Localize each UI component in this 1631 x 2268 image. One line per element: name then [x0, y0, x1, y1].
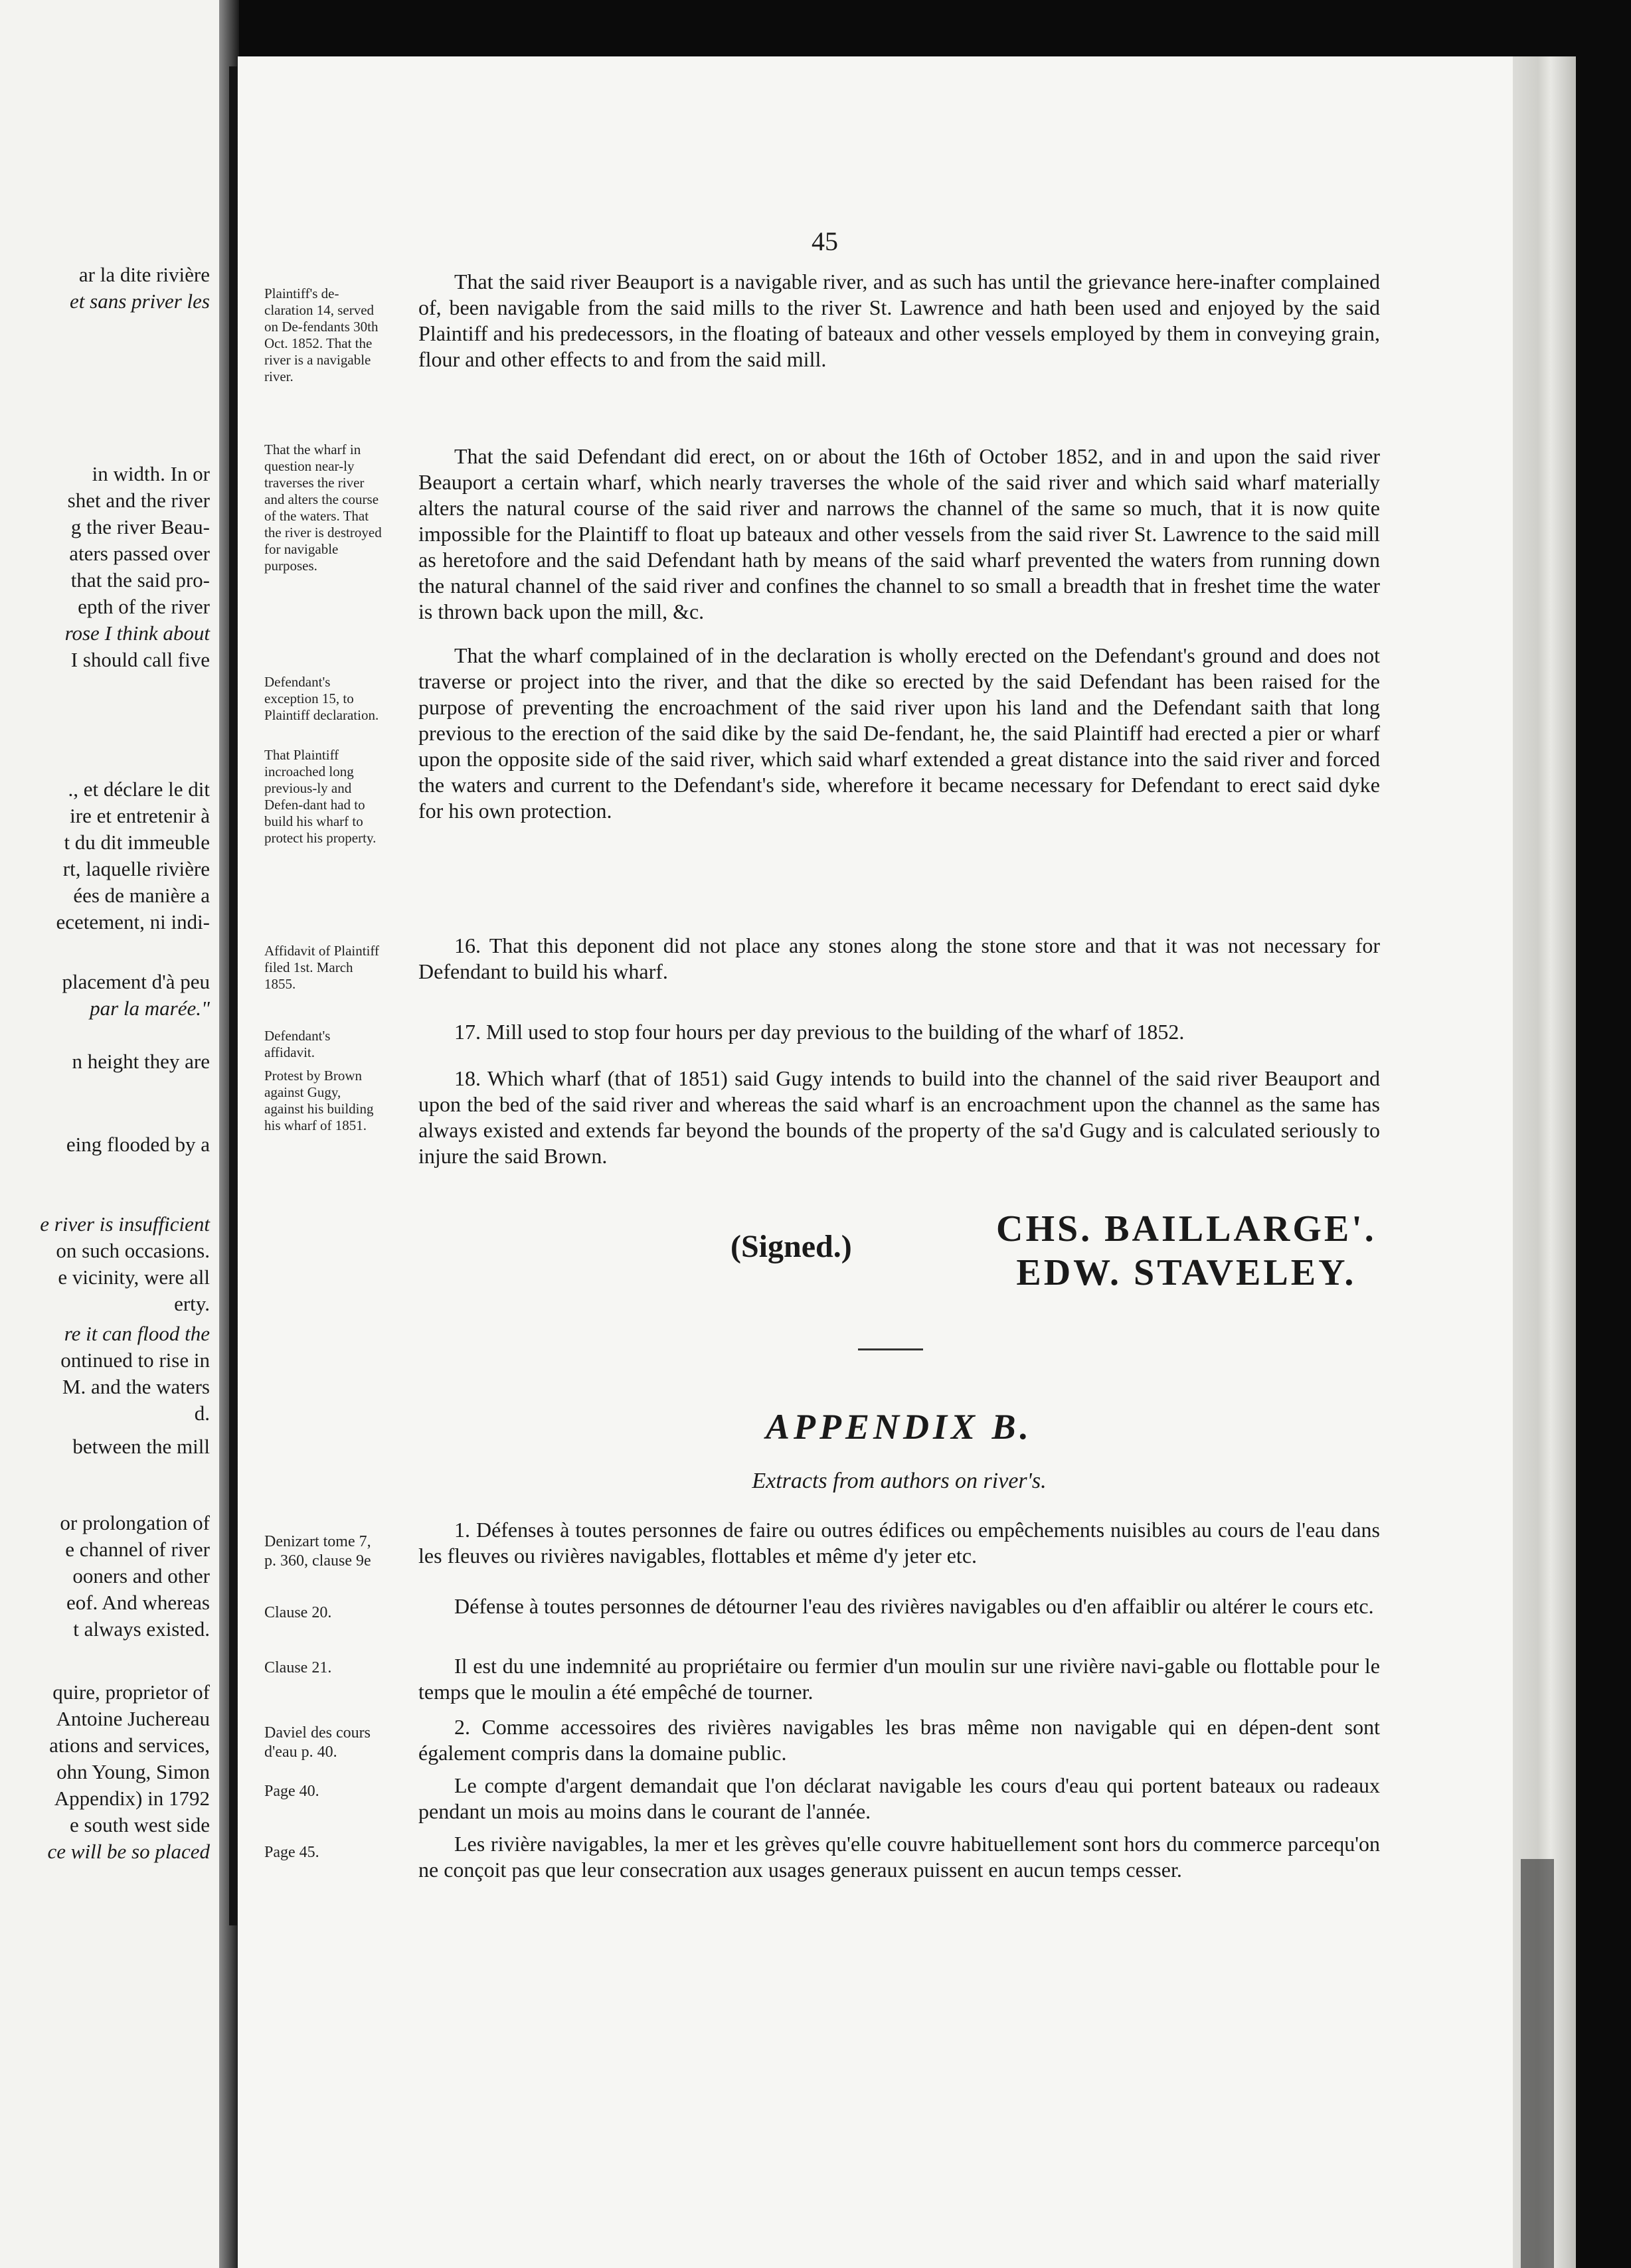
left-page-line: eof. And whereas	[66, 1591, 210, 1614]
paragraph-text: Le compte d'argent demandait que l'on déclarat navigable les cours d'eau qui portent bateaux ou radeaux pendant un mois au moins dans le courant de l'année.	[418, 1773, 1380, 1823]
left-page-line: ce will be so placed	[47, 1840, 210, 1863]
left-page-line: et sans priver les	[70, 289, 210, 313]
body-paragraph	[418, 1653, 1380, 1705]
appendix-subtitle: Extracts from authors on river's.	[752, 1469, 1047, 1493]
left-page-line: shet and the river	[67, 489, 210, 512]
signatory-1: CHS. BAILLARGE'.	[996, 1208, 1377, 1250]
section-divider	[858, 1348, 923, 1350]
left-page-line: par la marée."	[90, 997, 210, 1020]
page-number: 45	[812, 226, 838, 256]
paragraph-text: That the said river Beauport is a navigable river, and as such has until the grievance here-inafter complained of, been navigable from the said mills to the river St. Lawrence and hath been used and enjoyed by the said Plaintiff and his predecessors, in the floating of bateaux and other vessels employed by them in conveying grain, flour and other effects to and from the said mill.	[418, 270, 1380, 371]
margin-note: Clause 21.	[264, 1659, 332, 1676]
scan-border-top	[0, 0, 1631, 56]
body-paragraph	[418, 643, 1380, 824]
margin-note: Page 45.	[264, 1844, 319, 1861]
left-page-line: ooners and other	[72, 1564, 210, 1587]
margin-note: Defendant's exception 15, to Plaintiff declaration.	[264, 674, 379, 723]
margin-note: Plaintiff's de-claration 14, served on De-fendants 30th Oct. 1852. That the river is a navigable river.	[264, 285, 379, 384]
margin-note: Daviel des cours d'eau p. 40.	[264, 1724, 371, 1761]
body-paragraph	[418, 1593, 1380, 1619]
body-paragraph	[418, 1773, 1380, 1824]
left-page-line: re it can flood the	[64, 1322, 210, 1345]
paragraph-text: 17. Mill used to stop four hours per day previous to the building of the wharf of 1852.	[454, 1020, 1185, 1044]
margin-note: Affidavit of Plaintiff filed 1st. March 1855.	[264, 943, 380, 992]
left-page-line: ations and services,	[49, 1734, 210, 1757]
page-edges-shadow	[1521, 1859, 1554, 2268]
left-page-line: ar la dite rivière	[78, 263, 210, 286]
left-page-line: ontinued to rise in	[60, 1348, 210, 1372]
margin-note: Clause 20.	[264, 1604, 332, 1621]
left-page-line: eing flooded by a	[66, 1133, 210, 1156]
left-page-line: ., et déclare le dit	[68, 777, 210, 801]
left-page-line: I should call five	[70, 648, 210, 671]
paragraph-text: 16. That this deponent did not place any stones along the stone store and that it was not necessary for Defendant to build his wharf.	[418, 933, 1380, 983]
paragraph-text: 1. Défenses à toutes personnes de faire ou outres édifices ou empêchements nuisibles au cours de l'eau dans les fleuves ou rivières navigables, flottables et même d'y jeter etc.	[418, 1518, 1380, 1568]
left-page-line: Appendix) in 1792	[54, 1787, 210, 1810]
left-page-line: placement d'à peu	[62, 970, 210, 993]
left-page-line: rt, laquelle rivière	[62, 857, 210, 880]
paragraph-text: That the wharf complained of in the declaration is wholly erected on the Defendant's ground and does not traverse or project into the river, and that the dike so erected by the said Defendant has been raised for the purpose of preventing the encroachment of the said river upon his land and the Defendant saith that long previous to the erection of the said dike by the said De-fendant, he, the said Plaintiff had erected a pier or wharf upon the opposite side of the said river, which said wharf extended a great distance into the said river and forced the waters and current to the Defendant's side, wherefore it became necessary for Defendant to erect said dyke for his own protection.	[418, 643, 1380, 823]
left-page-line: between the mill	[72, 1435, 210, 1458]
signed-label: (Signed.)	[730, 1229, 852, 1264]
left-page-line: or prolongation of	[60, 1511, 210, 1534]
book-spine	[229, 66, 237, 1925]
paragraph-text: 2. Comme accessoires des rivières navigables les bras même non navigable qui en dépen-dent sont également compris dans la domaine public.	[418, 1715, 1380, 1765]
paragraph-text: Les rivière navigables, la mer et les grèves qu'elle couvre habituellement sont hors du commerce parcequ'on ne conçoit pas que leur consecration aux usages generaux puissent en aucun temps cesser.	[418, 1832, 1380, 1882]
margin-note: That Plaintiff incroached long previous-ly and Defen-dant had to build his wharf to protect his property.	[264, 747, 377, 846]
body-paragraph	[418, 1517, 1380, 1569]
margin-note: That the wharf in question near-ly traverses the river and alters the course of the waters. That the river is destroyed for navigable purposes.	[264, 442, 382, 574]
left-page-line: erty.	[174, 1292, 210, 1315]
margin-note: Protest by Brown against Gugy, against his building his wharf of 1851.	[264, 1068, 374, 1133]
left-page-line: t always existed.	[73, 1617, 210, 1641]
signatory-2: EDW. STAVELEY.	[1016, 1252, 1357, 1293]
left-page-line: d.	[194, 1402, 210, 1425]
body-paragraph	[418, 933, 1380, 985]
left-page-line: n height they are	[72, 1050, 210, 1073]
left-page-line: aters passed over	[69, 542, 210, 565]
left-page-line: ées de manière a	[73, 884, 210, 907]
left-page-line: t du dit immeuble	[64, 831, 210, 854]
left-page-line: epth of the river	[78, 595, 210, 618]
left-page-line: e river is insufficient	[40, 1212, 210, 1236]
paragraph-text: Défense à toutes personnes de détourner l'eau des rivières navigables ou d'en affaiblir ou altérer le cours etc.	[454, 1594, 1374, 1618]
left-page-line: Antoine Juchereau	[56, 1707, 210, 1730]
left-page-line: ecetement, ni indi-	[56, 910, 210, 933]
paragraph-text: 18. Which wharf (that of 1851) said Gugy intends to build into the channel of the said river Beauport and upon the bed of the said river and whereas the said wharf is an encroachment upon the channel as the same has always existed and extends far beyond the bounds of the property of the sa'd Gugy and is calculated seriously to injure the said Brown.	[418, 1066, 1380, 1168]
left-page-line: rose I think about	[64, 621, 210, 645]
left-page-line: e channel of river	[65, 1538, 210, 1561]
paragraph-text: That the said Defendant did erect, on or about the 16th of October 1852, and in and upon the said river Beauport a certain wharf, which nearly traverses the whole of the said river and which said wharf materially alters the natural course of the said river and narrows the channel of the same so much, that it is now quite impossible for the Plaintiff to float up bateaux and other vessels from the said river St. Lawrence to the said mill as heretofore and the said Defendant hath by means of the said wharf prevented the waters from running down the natural channel of the said river and confines the channel to so small a breadth that in freshet time the water is thrown back upon the mill, &c.	[418, 444, 1380, 623]
paragraph-text: Il est du une indemnité au propriétaire ou fermier d'un moulin sur une rivière navi-gable ou flottable pour le temps que le moulin a été empêché de tourner.	[418, 1654, 1380, 1704]
body-paragraph	[418, 444, 1380, 625]
margin-note: Denizart tome 7, p. 360, clause 9e	[264, 1533, 371, 1570]
body-paragraph	[418, 1066, 1380, 1169]
appendix-title: APPENDIX B.	[765, 1407, 1033, 1447]
left-page-line: on such occasions.	[56, 1239, 210, 1262]
left-page-line: e south west side	[70, 1813, 210, 1836]
left-page-line: e vicinity, were all	[58, 1265, 210, 1289]
body-paragraph	[418, 269, 1380, 372]
left-page-line: quire, proprietor of	[52, 1680, 210, 1704]
margin-note: Defendant's affidavit.	[264, 1028, 331, 1060]
body-paragraph	[418, 1831, 1380, 1883]
left-page-line: ire et entretenir à	[70, 804, 210, 827]
margin-note: Page 40.	[264, 1783, 319, 1800]
body-paragraph	[418, 1714, 1380, 1766]
left-page-line: that the said pro-	[70, 568, 210, 592]
signatories	[996, 1207, 1377, 1295]
body-paragraph	[418, 1019, 1380, 1045]
left-page	[0, 0, 219, 2268]
left-page-line: g the river Beau-	[70, 515, 210, 538]
left-page-line: ohn Young, Simon	[56, 1760, 210, 1783]
left-page-line: in width. In or	[92, 462, 210, 485]
left-page-line: M. and the waters	[62, 1375, 210, 1398]
